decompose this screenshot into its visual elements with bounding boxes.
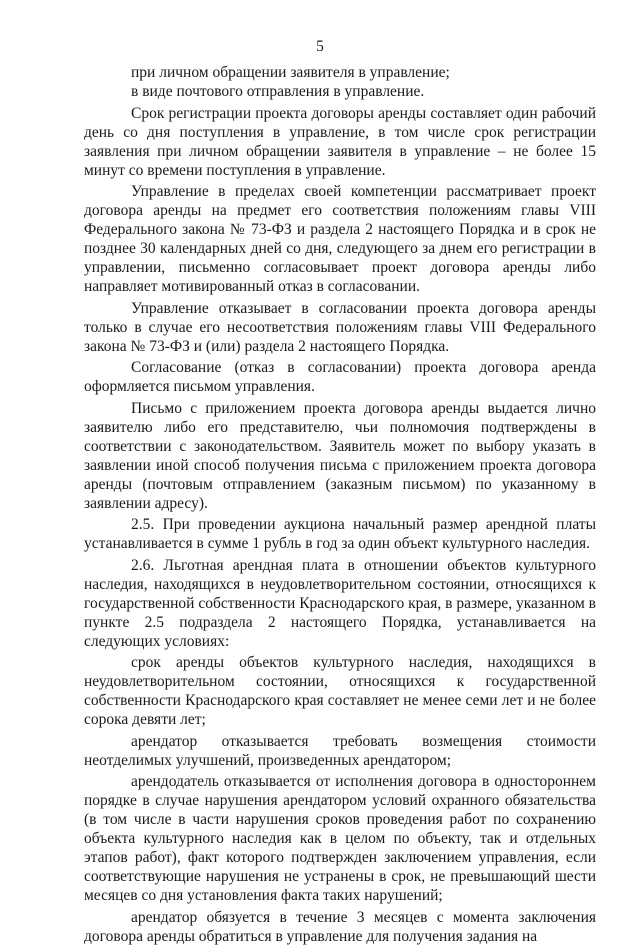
- paragraph-lease-term-condition: срок аренды объектов культурного наследия, находящихся в неудовлетворительном состоянии, относящихся к государственной собственности Краснодарского края составляет не менее семи лет и не более сорока девяти лет;: [84, 654, 596, 728]
- paragraph-refusal-grounds: Управление отказывает в согласовании проекта договора аренды только в случае его несоответствия положениям главы VIII Федерального закона № 73-ФЗ и (или) раздела 2 настоящего Порядка.: [84, 299, 596, 355]
- paragraph-review-procedure: Управление в пределах своей компетенции рассматривает проект договора аренды на предмет его соответствия положениям главы VIII Федерального закона № 73-ФЗ и раздела 2 настоящего Порядка и в срок не позднее 30 календарных дней со дня, следующего за днем его регистрации в управлении, письменно согласовывает проект договора аренды либо направляет мотивированный отказ в согласовании.: [84, 183, 596, 295]
- paragraph-lessee-obligation: арендатор обязуется в течение 3 месяцев с момента заключения договора аренды обратиться в управление для получения задания на: [84, 908, 596, 945]
- paragraph-lessor-termination-condition: арендодатель отказывается от исполнения договора в одностороннем порядке в случае нарушения арендатором условий охранного обязательства (в том числе в части нарушения сроков проведения работ по сохранению объекта культурного наследия как в целом по объекту, так и отдельных этапов работ), факт которого подтвержден заключением управления, если соответствующие нарушения не устранены в срок, не превышающий шести месяцев со дня установления факта таких нарушений;: [84, 773, 596, 904]
- paragraph-letter-delivery: Письмо с приложением проекта договора аренды выдается лично заявителю либо его представителю, чьи полномочия подтверждены в соответствии с законодательством. Заявитель может по выбору указать в заявлении иной способ получения письма с приложением проекта договора аренды (почтовым отправлением (заказным письмом) по указанному в заявлении адресу).: [84, 399, 596, 512]
- paragraph-improvements-condition: арендатор отказывается требовать возмещения стоимости неотделимых улучшений, произведенных арендатором;: [84, 732, 596, 769]
- paragraph-personal-appeal: при личном обращении заявителя в управление;: [131, 64, 450, 81]
- page-number: 5: [316, 38, 324, 55]
- paragraph-2-6-preferential-rent: 2.6. Льготная арендная плата в отношении объектов культурного наследия, находящихся в неудовлетворительном состоянии, относящихся к государственной собственности Краснодарского края, в размере, указанном в пункте 2.5 подраздела 2 настоящего Порядка, устанавливается на следующих условиях:: [84, 556, 596, 650]
- paragraph-postal-delivery: в виде почтового отправления в управление.: [131, 83, 425, 100]
- document-body: [84, 63, 596, 946]
- paragraph-registration-term: Срок регистрации проекта договоры аренды составляет один рабочий день со дня поступления в управление, в том числе срок регистрации заявления при личном обращении заявителя в управление – не более 15 минут со времени поступления в управление.: [84, 104, 596, 179]
- paragraph-2-5-auction-rent: 2.5. При проведении аукциона начальный размер арендной платы устанавливается в сумме 1 рубль в год за один объект культурного наследия.: [84, 516, 596, 552]
- paragraph-approval-letter: Согласование (отказ в согласовании) проекта договора аренда оформляется письмом управления.: [84, 359, 596, 395]
